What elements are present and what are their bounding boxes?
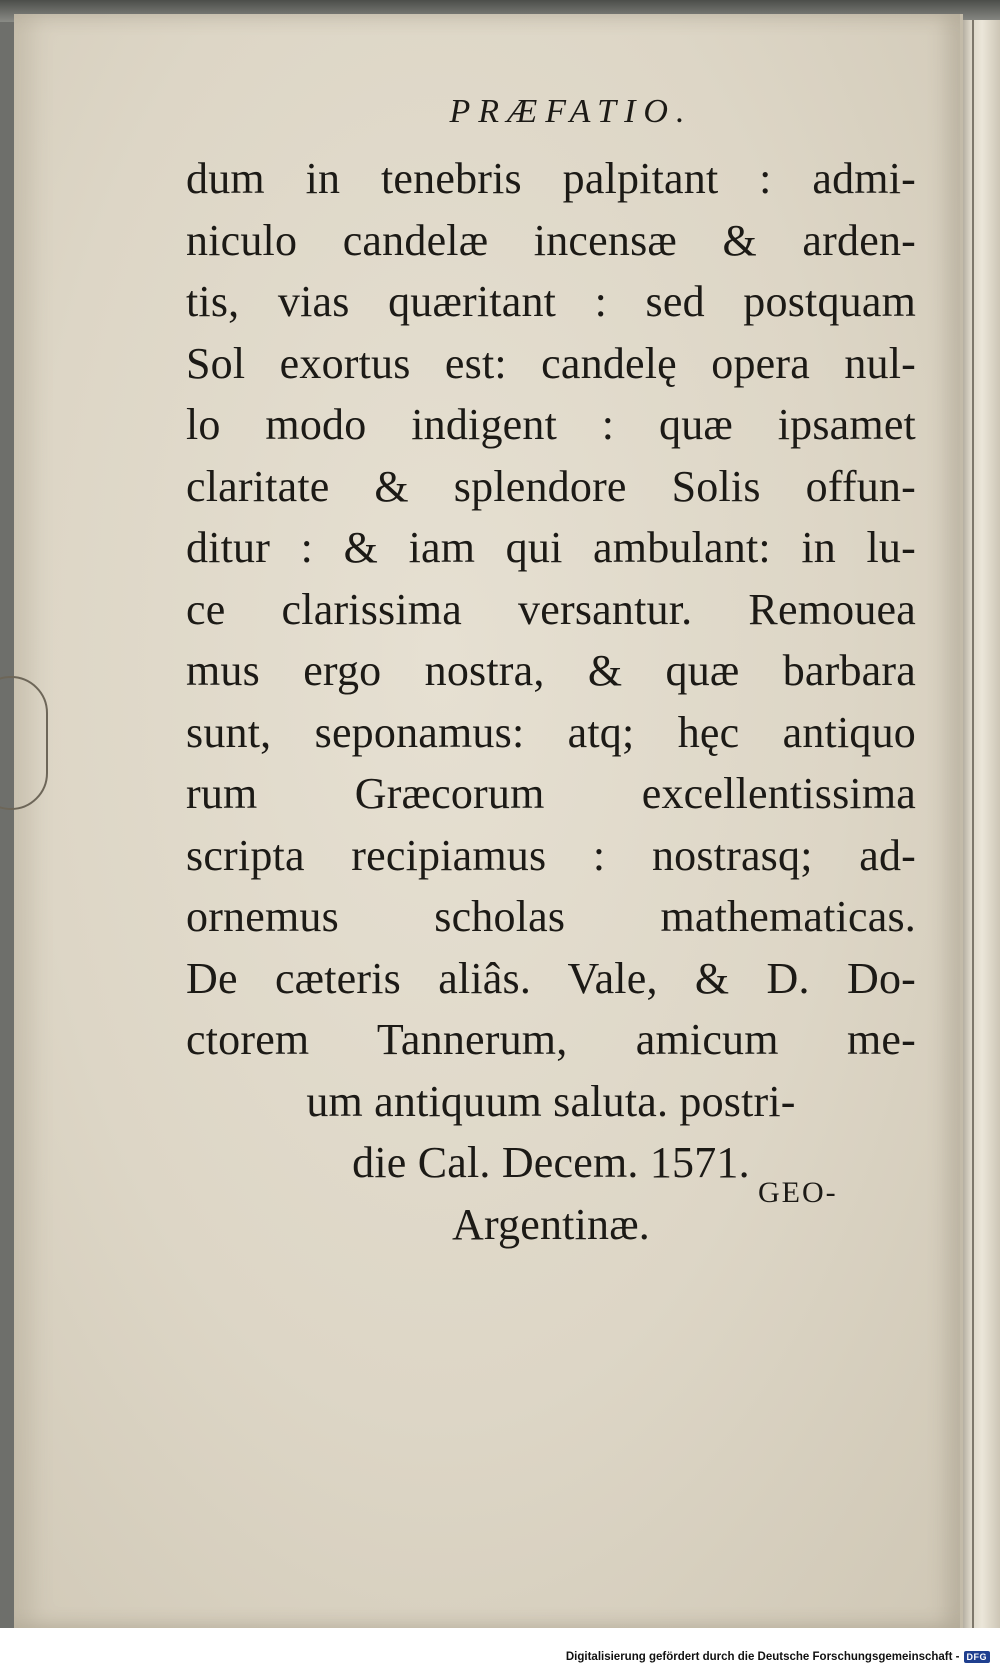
closing-line: um antiquum saluta. postri- bbox=[306, 1076, 796, 1126]
text-line: ditur : & iam qui ambulant: in lu- bbox=[186, 523, 916, 572]
date-line: die Cal. Decem. 1571. bbox=[352, 1138, 750, 1187]
text-line: lo modo indigent : quæ ipsamet bbox=[186, 400, 916, 449]
text-line: Sol exortus est: candelę opera nul- bbox=[186, 338, 916, 388]
dfg-logo: DFG bbox=[964, 1651, 991, 1663]
text-line: tis, vias quæritant : sed postquam bbox=[186, 277, 916, 326]
text-line: scripta recipiamus : nostrasq; ad- bbox=[186, 830, 916, 880]
page-fold-line bbox=[972, 20, 974, 1628]
funding-credit bbox=[566, 1651, 990, 1663]
credit-text: Digitalisierung gefördert durch die Deutsche Forschungsgemeinschaft - bbox=[565, 1651, 960, 1663]
running-head: PRÆFATIO. bbox=[449, 93, 693, 130]
place-line: Argentinæ. bbox=[452, 1199, 650, 1249]
text-line: claritate & splendore Solis offun- bbox=[186, 461, 916, 511]
catchword: GEO- bbox=[758, 1176, 838, 1209]
text-line: mus ergo nostra, & quæ barbara bbox=[186, 646, 916, 695]
text-line: ctorem Tannerum, amicum me- bbox=[186, 1015, 916, 1064]
page-fold-shadow bbox=[960, 20, 1000, 1628]
text-line: dum in tenebris palpitant : admi- bbox=[186, 154, 916, 203]
text-line: ce clarissima versantur. Remouea bbox=[186, 584, 916, 634]
page-text-block bbox=[186, 76, 916, 1255]
page-tab-mark bbox=[0, 676, 48, 810]
text-line: niculo candelæ incensæ & arden- bbox=[186, 215, 916, 265]
text-line: rum Græcorum excellentissima bbox=[186, 769, 916, 818]
text-line: sunt, seponamus: atq; hęc antiquo bbox=[186, 707, 916, 757]
text-line: De cæteris aliâs. Vale, & D. Do- bbox=[186, 953, 916, 1003]
text-line: ornemus scholas mathematicas. bbox=[186, 892, 916, 941]
